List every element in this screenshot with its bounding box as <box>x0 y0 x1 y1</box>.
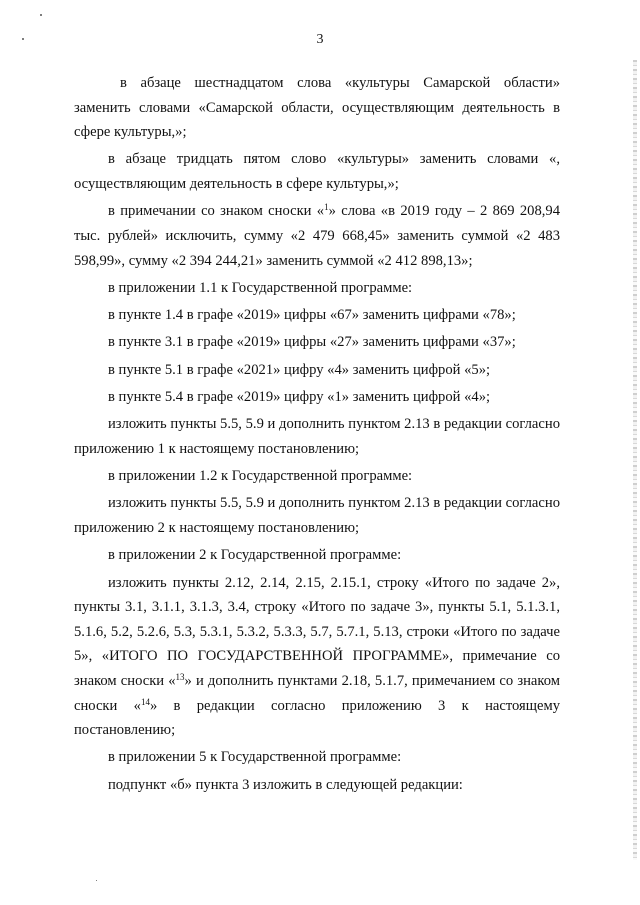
scan-edge <box>633 60 637 860</box>
paragraph: в абзаце тридцать пятом слово «культуры» заменить словами «, осуществляющим деятельность в сфере культуры,»; <box>74 151 560 193</box>
footnote-mark: 1 <box>324 202 329 213</box>
footnote-mark: 14 <box>140 696 150 707</box>
scan-speck <box>22 38 24 40</box>
paragraph: изложить пункты 2.12, 2.14, 2.15, 2.15.1, строку «Итого по задаче 2», пункты 3.1, 3.1.1, 3.1.3, 3.4, строку «Итого по задаче 3», пункты 5.1, 5.1.3.1, 5.1.6, 5.2, 5.2.6, 5.3, 5.3.1, 5.3.2, 5.3.3, 5.7, 5.7.1, 5.13, строки «Итого по задаче 5», «ИТОГО ПО ГОСУДАРСТВЕННОЙ ПРОГРАММЕ», примечание со знаком сноски «$^{13}$» и дополнить пунктами 2.18, 5.1.7, примечанием со знаком сноски «$^{14}$» в редакции согласно приложению 3 к настоящему постановлению; <box>74 574 560 739</box>
paragraph: в пункте 5.4 в графе «2019» цифру «1» заменить цифрой «4»; <box>108 388 491 405</box>
paragraph: в приложении 5 к Государственной программе: <box>108 749 402 766</box>
paragraph: в абзаце шестнадцатом слова «культуры Самарской области» заменить словами «Самарской области, осуществляющим деятельность в сфере культуры,»; <box>74 75 560 141</box>
paragraph: изложить пункты 5.5, 5.9 и дополнить пунктом 2.13 в редакции согласно приложению 2 к настоящему постановлению; <box>74 495 560 536</box>
document-body <box>74 71 560 800</box>
paragraph: в приложении 1.1 к Государственной программе: <box>108 279 413 296</box>
scan-speck <box>96 880 97 881</box>
paragraph: изложить пункты 5.5, 5.9 и дополнить пунктом 2.13 в редакции согласно приложению 1 к настоящему постановлению; <box>74 416 560 457</box>
page-number: 3 <box>316 32 324 47</box>
paragraph: в пункте 1.4 в графе «2019» цифры «67» заменить цифрами «78»; <box>108 307 516 324</box>
paragraph: в пункте 5.1 в графе «2021» цифру «4» заменить цифрой «5»; <box>108 361 491 378</box>
paragraph: в приложении 2 к Государственной программе: <box>108 547 402 564</box>
paragraph: в примечании со знаком сноски «$^1$» слова «в 2019 году – 2 869 208,94 тыс. рублей» исключить, сумму «2 479 668,45» заменить суммой «2 483 598,99», сумму «2 394 244,21» заменить суммой «2 412 898,13»; <box>74 202 560 269</box>
scan-speck <box>40 14 42 16</box>
footnote-mark: 13 <box>175 671 185 682</box>
paragraph: в пункте 3.1 в графе «2019» цифры «27» заменить цифрами «37»; <box>108 334 516 351</box>
paragraph: подпункт «б» пункта 3 изложить в следующей редакции: <box>108 776 463 793</box>
paragraph: в приложении 1.2 к Государственной программе: <box>108 468 413 485</box>
